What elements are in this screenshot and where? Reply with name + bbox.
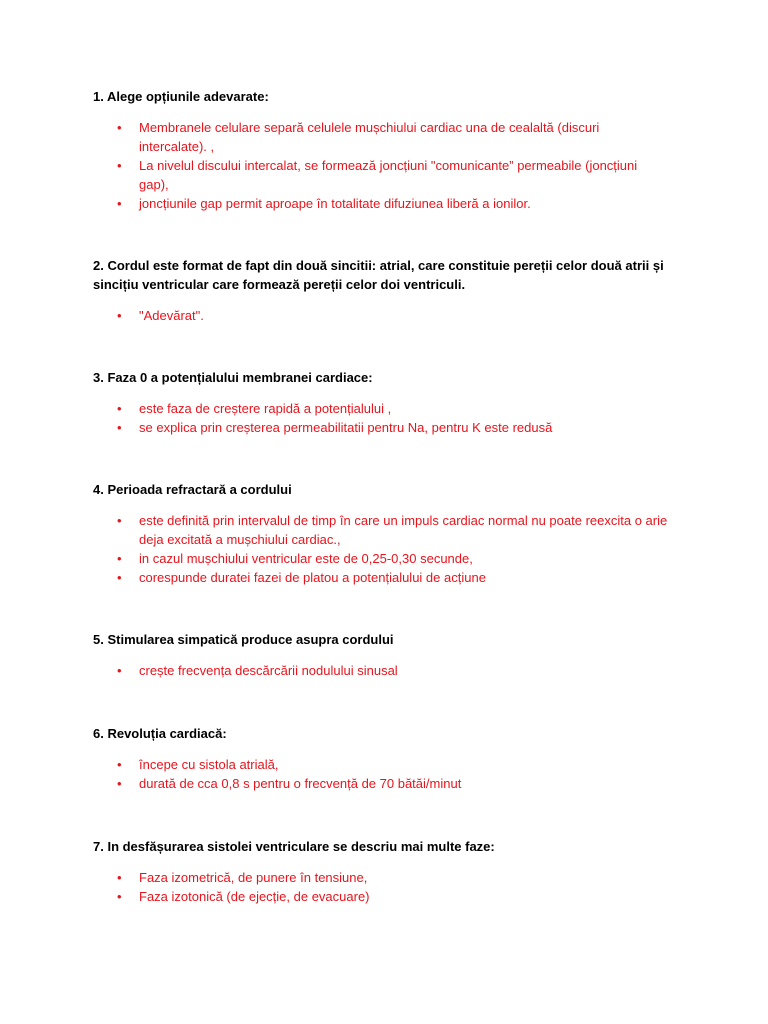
question-title: 7. In desfășurarea sistolei ventriculare se descriu mai multe faze: <box>93 839 495 854</box>
answer-item <box>93 568 668 587</box>
question-7 <box>93 837 668 906</box>
answer-item <box>93 774 668 793</box>
answer-item <box>93 306 668 325</box>
bullet-icon: • <box>117 870 122 885</box>
answer-text: in cazul mușchiului ventricular este de 0,25-0,30 secunde, <box>139 551 473 566</box>
answer-text: este faza de creștere rapidă a potențialului , <box>139 401 392 416</box>
bullet-icon: • <box>117 757 122 772</box>
bullet-icon: • <box>117 663 122 678</box>
question-title: 5. Stimularea simpatică produce asupra cordului <box>93 632 394 647</box>
question-1 <box>93 87 668 213</box>
question-3 <box>93 368 668 437</box>
answer-text: "Adevărat". <box>139 308 204 323</box>
bullet-icon: • <box>117 196 122 211</box>
answer-item <box>93 511 668 549</box>
answer-text: durată de cca 0,8 s pentru o frecvență de 70 bătăi/minut <box>139 776 462 791</box>
answer-text: La nivelul discului intercalat, se formează joncțiuni "comunicante” permeabile (joncțiuni gap), <box>139 158 638 192</box>
answer-item <box>93 418 668 437</box>
answer-text: crește frecvența descărcării nodulului sinusal <box>139 663 398 678</box>
answer-text: Membranele celulare separă celulele mușchiului cardiac una de cealaltă (discuri intercalate). , <box>139 120 600 154</box>
bullet-icon: • <box>117 513 122 528</box>
answer-item <box>93 549 668 568</box>
answer-text: este definită prin intervalul de timp în care un impuls cardiac normal nu poate reexcita o arie deja excitată a mușchiului cardiac., <box>139 513 668 547</box>
answer-text: începe cu sistola atrială, <box>139 757 279 772</box>
answer-text: se explica prin creșterea permeabilitatii pentru Na, pentru K este redusă <box>139 420 553 435</box>
question-title: 1. Alege opțiunile adevarate: <box>93 89 269 104</box>
question-6 <box>93 724 668 793</box>
bullet-icon: • <box>117 889 122 904</box>
bullet-icon: • <box>117 570 122 585</box>
answer-list <box>93 661 668 680</box>
bullet-icon: • <box>117 776 122 791</box>
answer-list <box>93 511 668 587</box>
bullet-icon: • <box>117 401 122 416</box>
answer-item <box>93 887 668 906</box>
question-title: 4. Perioada refractară a cordului <box>93 482 292 497</box>
answer-list <box>93 306 668 325</box>
answer-text: joncțiunile gap permit aproape în totalitate difuziunea liberă a ionilor. <box>139 196 531 211</box>
answer-list <box>93 399 668 437</box>
answer-text: Faza izometrică, de punere în tensiune, <box>139 870 368 885</box>
answer-list <box>93 868 668 906</box>
bullet-icon: • <box>117 308 122 323</box>
question-4 <box>93 480 668 587</box>
question-2 <box>93 256 668 325</box>
answer-text: Faza izotonică (de ejecție, de evacuare) <box>139 889 370 904</box>
answer-item <box>93 755 668 774</box>
answer-list <box>93 755 668 793</box>
question-title: 2. Cordul este format de fapt din două sincitii: atrial, care constituie pereții celor două atrii și sincițiu ventricular care formează pereții celor doi ventriculi. <box>93 258 664 292</box>
bullet-icon: • <box>117 158 122 173</box>
answer-text: corespunde duratei fazei de platou a potențialului de acțiune <box>139 570 486 585</box>
answer-item <box>93 661 668 680</box>
question-5 <box>93 630 668 680</box>
bullet-icon: • <box>117 120 122 135</box>
bullet-icon: • <box>117 551 122 566</box>
bullet-icon: • <box>117 420 122 435</box>
answer-item <box>93 156 668 194</box>
question-title: 3. Faza 0 a potențialului membranei cardiace: <box>93 370 373 385</box>
answer-item <box>93 399 668 418</box>
answer-item <box>93 868 668 887</box>
question-title: 6. Revoluția cardiacă: <box>93 726 227 741</box>
answer-item <box>93 194 668 213</box>
answer-list <box>93 118 668 213</box>
answer-item <box>93 118 668 156</box>
